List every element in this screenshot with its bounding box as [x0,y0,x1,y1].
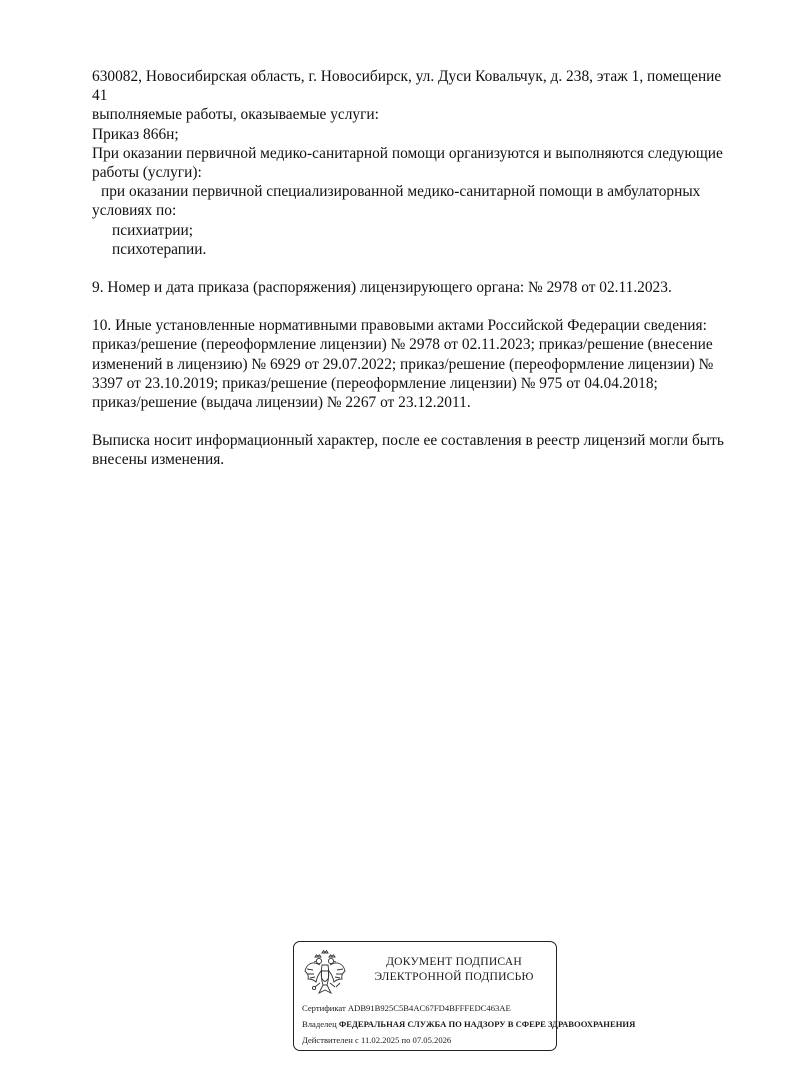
certificate-value: ADB91B925C5B4AC67FD4BFFFEDC463AE [347,1003,511,1013]
validity-label: Действителен [302,1035,353,1045]
address-line-continued: 41 [92,87,108,105]
paragraph-gap [92,297,764,316]
certificate-row [302,1003,511,1013]
primary-care-text: При оказании первичной медико-санитарной помощи организуются и выполняются следующие [92,144,723,162]
address-line: 630082, Новосибирская область, г. Новосибирск, ул. Дуси Ковальчук, д. 238, этаж 1, помещение [92,68,722,85]
stamp-title-line-1: ДОКУМЕНТ ПОДПИСАН [386,955,522,968]
service-item-psychotherapy: психотерапии. [112,240,207,258]
paragraph-gap [92,412,764,431]
owner-row [302,1019,635,1029]
section-9-order-number: 9. Номер и дата приказа (распоряжения) лицензирующего органа: № 2978 от 02.11.2023. [92,279,672,297]
primary-care-text-continued: работы (услуги): [92,164,202,182]
section-10-text: изменений в лицензию) № 6929 от 29.07.2022; приказ/решение (переоформление лицензии) № [92,355,714,373]
owner-value: ФЕДЕРАЛЬНАЯ СЛУЖБА ПО НАДЗОРУ В СФЕРЕ ЗДРАВООХРАНЕНИЯ [338,1019,636,1029]
works-heading: выполняемые работы, оказываемые услуги: [92,106,379,124]
certificate-label: Сертификат [302,1003,346,1013]
stamp-title [356,955,552,984]
paragraph-gap [92,259,764,278]
section-10-text: приказ/решение (переоформление лицензии) № 2978 от 02.11.2023; приказ/решение (внесение [92,336,713,354]
electronic-signature-stamp [293,941,636,1051]
section-10-text: 3397 от 23.10.2019; приказ/решение (переоформление лицензии) № 975 от 04.04.2018; [92,374,658,392]
document-body [92,67,764,470]
stamp-title-line-2: ЭЛЕКТРОННОЙ ПОДПИСЬЮ [374,969,534,983]
section-10-text: приказ/решение (выдача лицензии) № 2267 от 23.12.2011. [92,394,471,412]
section-10-heading: 10. Иные установленные нормативными правовыми актами Российской Федерации сведения: [92,317,707,335]
russian-coat-of-arms-icon [303,949,347,999]
specialized-care-text-continued: условиях по: [92,202,177,220]
service-item-psychiatry: психиатрии; [112,221,194,239]
order-reference: Приказ 866н; [92,125,179,143]
validity-value: с 11.02.2025 по 07.05.2026 [355,1035,452,1045]
specialized-care-text: при оказании первичной специализированной медико-санитарной помощи в амбулаторных [101,183,701,201]
disclaimer-text: Выписка носит информационный характер, после ее составления в реестр лицензий могли быть [92,432,724,450]
owner-label: Владелец [302,1019,337,1029]
validity-row [302,1035,451,1045]
disclaimer-text-continued: внесены изменения. [92,451,225,469]
